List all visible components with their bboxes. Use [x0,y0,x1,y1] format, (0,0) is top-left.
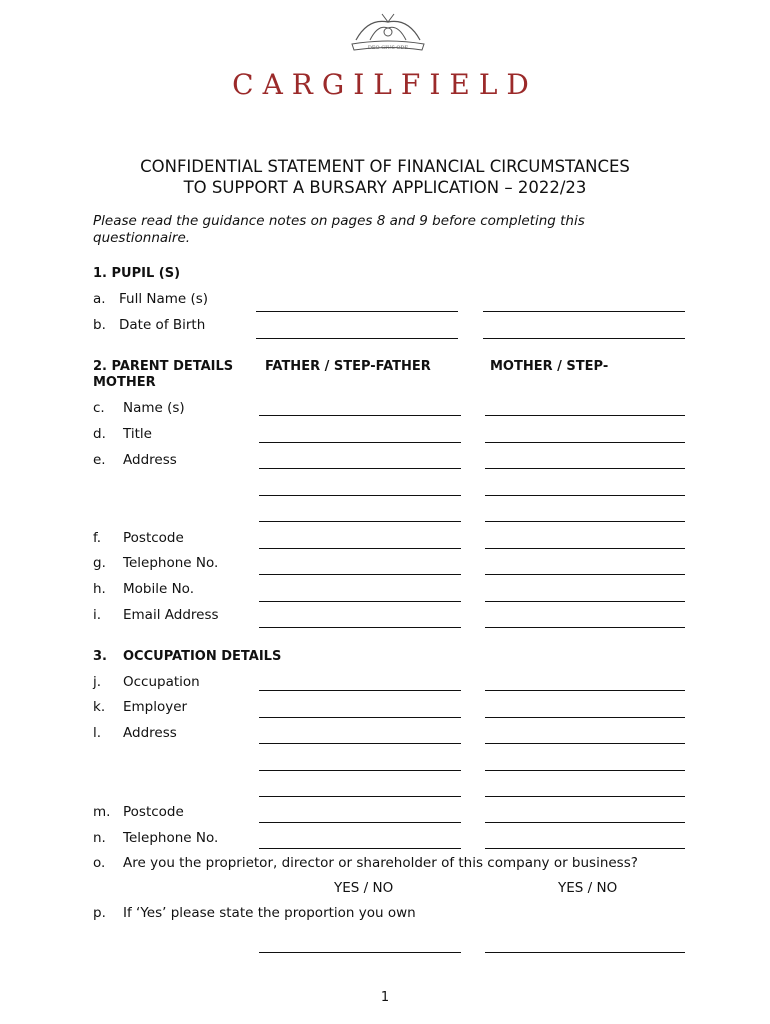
father-employer-postcode-field[interactable] [259,822,461,823]
item-letter-i: i. [93,607,102,623]
mother-employer-address-field-3[interactable] [485,796,685,797]
mother-occupation-field[interactable] [485,690,685,691]
school-name: CARGILFIELD [232,68,538,101]
item-letter-h: h. [93,581,106,597]
section-pupil-heading: 1. PUPIL (S) [93,266,181,281]
section-occupation-heading: OCCUPATION DETAILS [123,649,282,664]
mother-postcode-field[interactable] [485,548,685,549]
parent-mobile-label: Mobile No. [123,581,194,597]
mother-employer-postcode-field[interactable] [485,822,685,823]
employer-label: Employer [123,699,188,715]
father-employer-field[interactable] [259,717,461,718]
item-letter-o: o. [93,855,106,871]
item-letter-a: a. [93,291,106,307]
father-employer-telephone-field[interactable] [259,848,461,849]
item-letter-b: b. [93,317,106,333]
item-letter-p: p. [93,905,106,921]
proprietor-question-label: Are you the proprietor, director or shareholder of this company or business? [123,855,638,871]
parent-name-label: Name (s) [123,400,185,416]
father-ownership-field[interactable] [259,952,461,953]
intro-text: Please read the guidance notes on pages 8 and 9 before completing this questionnaire. [93,213,585,246]
father-address-field-2[interactable] [259,495,461,496]
item-letter-k: k. [93,699,106,715]
father-occupation-field[interactable] [259,690,461,691]
mother-title-field[interactable] [485,442,685,443]
mother-telephone-field[interactable] [485,574,685,575]
full-name-label: Full Name (s) [119,291,209,307]
father-email-field[interactable] [259,627,461,628]
item-letter-g: g. [93,555,106,571]
mother-employer-address-field-2[interactable] [485,770,685,771]
form-title-line2: TO SUPPORT A BURSARY APPLICATION – 2022/23 [183,178,587,197]
father-yes-no-option[interactable]: YES / NO [334,880,394,896]
parent-title-label: Title [123,426,152,442]
father-address-field-1[interactable] [259,468,461,469]
date-of-birth-field-2[interactable] [483,338,685,339]
father-postcode-field[interactable] [259,548,461,549]
mother-address-field-1[interactable] [485,468,685,469]
section-parent-heading: 2. PARENT DETAILS [93,359,234,374]
item-letter-n: n. [93,830,106,846]
section-occupation-number: 3. [93,649,107,664]
mother-yes-no-option[interactable]: YES / NO [558,880,618,896]
school-crest-icon [348,10,428,60]
column-mother-heading: MOTHER / STEP- [490,359,609,374]
parent-address-label: Address [123,452,177,468]
column-mother-heading-cont: MOTHER [93,375,156,390]
father-employer-address-field-1[interactable] [259,743,461,744]
item-letter-d: d. [93,426,106,442]
item-letter-j: j. [93,674,102,690]
date-of-birth-label: Date of Birth [119,317,206,333]
date-of-birth-field-1[interactable] [256,338,458,339]
father-employer-address-field-2[interactable] [259,770,461,771]
father-address-field-3[interactable] [259,521,461,522]
employer-address-label: Address [123,725,177,741]
item-letter-m: m. [93,804,111,820]
parent-postcode-label: Postcode [123,530,184,546]
item-letter-l: l. [93,725,102,741]
parent-telephone-label: Telephone No. [123,555,219,571]
full-name-field-2[interactable] [483,311,685,312]
father-title-field[interactable] [259,442,461,443]
page-number: 1 [380,990,390,1005]
form-title-line1: CONFIDENTIAL STATEMENT OF FINANCIAL CIRCUMSTANCES [140,157,630,176]
item-letter-f: f. [93,530,102,546]
mother-employer-field[interactable] [485,717,685,718]
father-employer-address-field-3[interactable] [259,796,461,797]
father-mobile-field[interactable] [259,601,461,602]
father-telephone-field[interactable] [259,574,461,575]
mother-employer-address-field-1[interactable] [485,743,685,744]
svg-text:DEO GIUS ODE: DEO GIUS ODE [367,45,409,51]
item-letter-e: e. [93,452,106,468]
mother-ownership-field[interactable] [485,952,685,953]
employer-postcode-label: Postcode [123,804,184,820]
mother-email-field[interactable] [485,627,685,628]
mother-mobile-field[interactable] [485,601,685,602]
mother-address-field-2[interactable] [485,495,685,496]
column-father-heading: FATHER / STEP-FATHER [265,359,431,374]
ownership-proportion-label: If ‘Yes’ please state the proportion you own [123,905,416,921]
employer-telephone-label: Telephone No. [123,830,219,846]
father-name-field[interactable] [259,415,461,416]
mother-address-field-3[interactable] [485,521,685,522]
parent-email-label: Email Address [123,607,219,623]
item-letter-c: c. [93,400,105,416]
occupation-label: Occupation [123,674,200,690]
mother-name-field[interactable] [485,415,685,416]
mother-employer-telephone-field[interactable] [485,848,685,849]
full-name-field-1[interactable] [256,311,458,312]
